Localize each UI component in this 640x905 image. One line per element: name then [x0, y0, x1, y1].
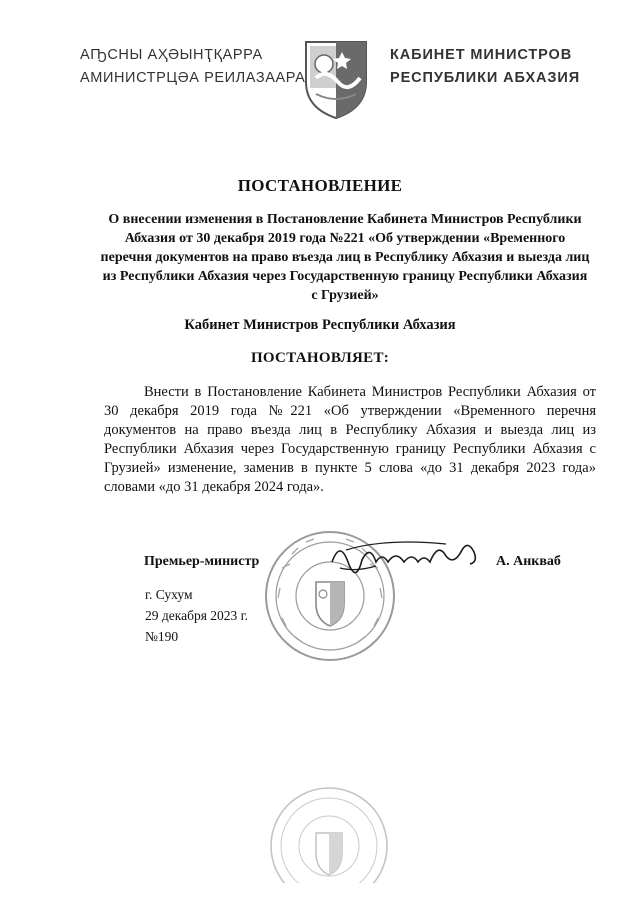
- coat-of-arms-icon: [302, 38, 370, 120]
- header-left-line1: АҦСНЫ АҲӘЫНҬҚАРРА: [80, 47, 263, 63]
- header-left-line2: АМИНИСТРЦӘА РЕИЛАЗААРА: [80, 70, 306, 86]
- handwritten-signature-icon: [326, 532, 486, 580]
- header-right: [390, 44, 580, 90]
- signatory-name: А. Анкваб: [496, 554, 561, 569]
- document-number: №190: [145, 629, 179, 644]
- issue-date: 29 декабря 2023 г.: [145, 608, 249, 623]
- issue-place: г. Сухум: [145, 587, 193, 602]
- document-subject: О внесении изменения в Постановление Кабинета Министров Республики Абхазия от 30 декабря 2019 года №221 «Об утверждении «Временного перечня документов на право въезда лиц в Республику Абхазия и выезда лиц из Республики Абхазия через Государственную границу Республики Абхазия с Грузией»: [100, 212, 590, 303]
- header-right-line2: РЕСПУБЛИКИ АБХАЗИЯ: [390, 70, 581, 86]
- document-title: ПОСТАНОВЛЕНИЕ: [237, 176, 403, 195]
- document-issuer: Кабинет Министров Республики Абхазия: [184, 317, 456, 333]
- header-left: [80, 44, 305, 90]
- signatory-role: Премьер-министр: [144, 554, 260, 569]
- faded-seal-imprint-icon: [266, 783, 392, 883]
- header-right-line1: КАБИНЕТ МИНИСТРОВ: [390, 47, 573, 63]
- resolves-heading: ПОСТАНОВЛЯЕТ:: [250, 350, 390, 366]
- document-body: Внести в Постановление Кабинета Министров Республики Абхазия от 30 декабря 2019 года №221 «Об утверждении «Временного перечня документов на право въезда лиц в Республику Абхазия и выезда лиц из Республики Абхазия через Государственную границу Республики Абхазия с Грузией» изменение, заменив в пункте 5 слова «до 31 декабря 2023 года» словами «до 31 декабря 2024 года».: [104, 384, 596, 495]
